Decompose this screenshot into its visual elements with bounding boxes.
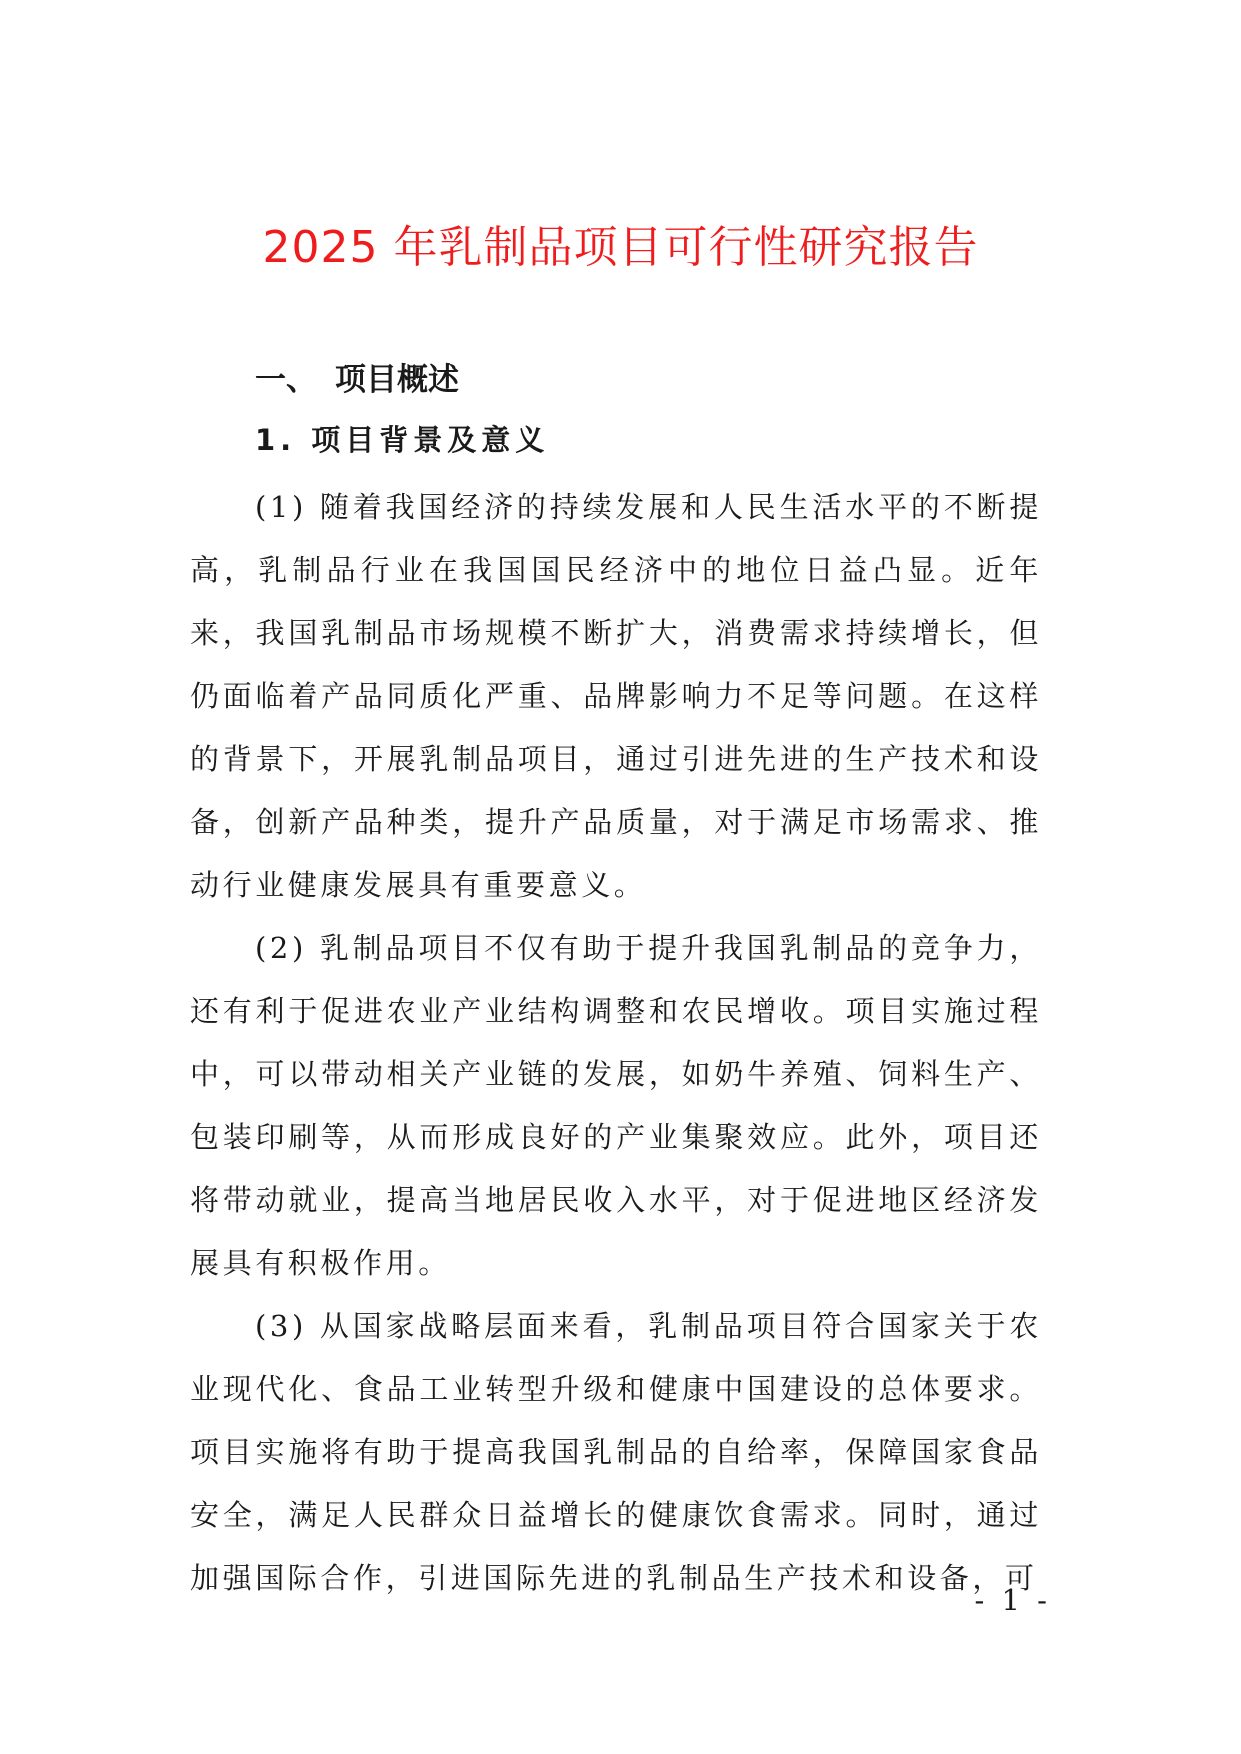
section-heading — [255, 358, 459, 402]
page-number: - 1 - — [974, 1583, 1051, 1617]
document-title: 2025 年乳制品项目可行性研究报告 — [262, 222, 979, 273]
document-body — [190, 476, 1042, 1610]
paragraph-2: (2) 乳制品项目不仅有助于提升我国乳制品的竞争力，还有利于促进农业产业结构调整和农民增收。项目实施过程中，可以带动相关产业链的发展，如奶牛养殖、饲料生产、包装印刷等，从而形成良好的产业集聚效应。此外，项目还将带动就业，提高当地居民收入水平，对于促进地区经济发展具有积极作用。 — [190, 931, 1042, 1280]
subsection-heading: 1. 项目背景及意义 — [255, 423, 550, 457]
paragraph-3: (3) 从国家战略层面来看，乳制品项目符合国家关于农业现代化、食品工业转型升级和健康中国建设的总体要求。项目实施将有助于提高我国乳制品的自给率，保障国家食品安全，满足人民群众日益增长的健康饮食需求。同时，通过加强国际合作，引进国际先进的乳制品生产技术和设备，可 — [190, 1309, 1042, 1595]
section-title: 项目概述 — [335, 362, 459, 398]
section-number: 一、 — [255, 362, 317, 398]
page-number-footer — [0, 1580, 1241, 1620]
paragraph-1: (1) 随着我国经济的持续发展和人民生活水平的不断提高，乳制品行业在我国国民经济中的地位日益凸显。近年来，我国乳制品市场规模不断扩大，消费需求持续增长，但仍面临着产品同质化严重、品牌影响力不足等问题。在这样的背景下，开展乳制品项目，通过引进先进的生产技术和设备，创新产品种类，提升产品质量，对于满足市场需求、推动行业健康发展具有重要意义。 — [190, 490, 1042, 902]
